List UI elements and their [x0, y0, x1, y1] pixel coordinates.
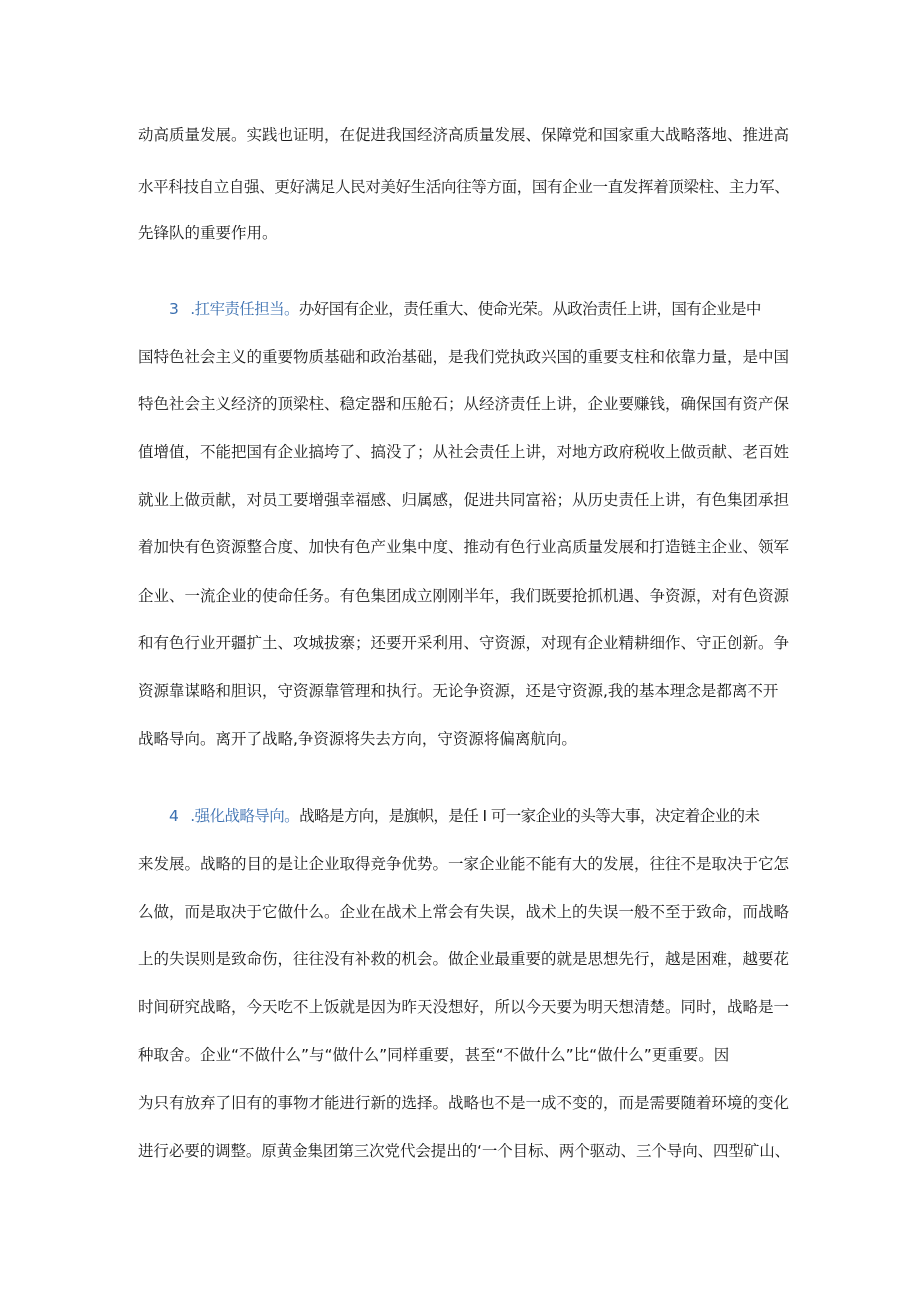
paragraph-line: 国特色社会主义的重要物质基础和政治基础，是我们党执政兴国的重要支柱和依靠力量，是中国: [138, 348, 790, 366]
paragraph-line: 进行必要的调整。原黄金集团第三次党代会提出的‘一个目标、两个驱动、三个导向、四型矿山、: [138, 1142, 791, 1160]
paragraph-line: 值增值，不能把国有企业搞垮了、搞没了；从社会责任上讲，对地方政府税收上做贡献、老百姓: [138, 443, 790, 461]
paragraph-line: 和有色行业开疆扩土、攻城拔寨；还要开采利用、守资源，对现有企业精耕细作、守正创新。争: [138, 634, 790, 652]
paragraph-line: 企业、一流企业的使命任务。有色集团成立刚刚半年，我们既要抢抓机遇、争资源，对有色资源: [138, 587, 790, 605]
paragraph-line: 特色社会主义经济的顶梁柱、稳定器和压舱石；从经济责任上讲，企业要赚钱，确保国有资产保: [138, 395, 790, 413]
section-4-first-line-text: 战略是方向，是旗帜，是任 I 可一家企业的头等大事，决定着企业的未: [299, 807, 760, 825]
paragraph-line: 战略导向。离开了战略,争资源将失去方向，守资源将偏离航向。: [138, 730, 577, 748]
paragraph-line: 为只有放弃了旧有的事物才能进行新的选择。战略也不是一成不变的，而是需要随着环境的变化: [138, 1094, 790, 1112]
paragraph-line: 动高质量发展。实践也证明，在促进我国经济高质量发展、保障党和国家重大战略落地、推进高: [138, 126, 790, 144]
paragraph-line: 着加快有色资源整合度、加快有色产业集中度、推动有色行业高质量发展和打造链主企业、领军: [138, 538, 790, 556]
section-4-first-line: [169, 801, 819, 831]
section-4-number: 4: [169, 807, 179, 825]
paragraph-line: 时间研究战略，今天吃不上饭就是因为昨天没想好，所以今天要为明天想清楚。同时，战略是一: [138, 998, 790, 1016]
section-3-first-line-text: 办好国有企业，责任重大、使命光荣。从政治责任上讲，国有企业是中: [298, 300, 761, 318]
paragraph-line: 先锋队的重要作用。: [138, 224, 278, 242]
paragraph-line: 来发展。战略的目的是让企业取得竞争优势。一家企业能不能有大的发展，往往不是取决于它怎: [138, 855, 790, 873]
paragraph-line: 种取舍。企业“不做什么”与“做什么”同样重要，甚至“不做什么”比“做什么”更重要。因: [138, 1046, 730, 1064]
paragraph-line: 水平科技自立自强、更好满足人民对美好生活向往等方面，国有企业一直发挥着顶梁柱、主力军、: [138, 178, 790, 196]
paragraph-line: 上的失误则是致命伤，往往没有补救的机会。做企业最重要的就是思想先行，越是困难，越要花: [138, 950, 790, 968]
paragraph-line: 就业上做贡献，对员工要增强幸福感、归属感，促进共同富裕；从历史责任上讲，有色集团承担: [138, 491, 790, 509]
section-3-number: 3: [169, 300, 179, 318]
section-3-heading: .扛牢责任担当。: [190, 300, 299, 318]
section-3-first-line: [169, 294, 819, 324]
paragraph-line: 资源靠谋略和胆识，守资源靠管理和执行。无论争资源，还是守资源,我的基本理念是都离不开: [138, 682, 779, 700]
section-4-heading: .强化战略导向。: [190, 807, 300, 825]
paragraph-line: 么做，而是取决于它做什么。企业在战术上常会有失误，战术上的失误一般不至于致命，而战略: [138, 903, 790, 921]
